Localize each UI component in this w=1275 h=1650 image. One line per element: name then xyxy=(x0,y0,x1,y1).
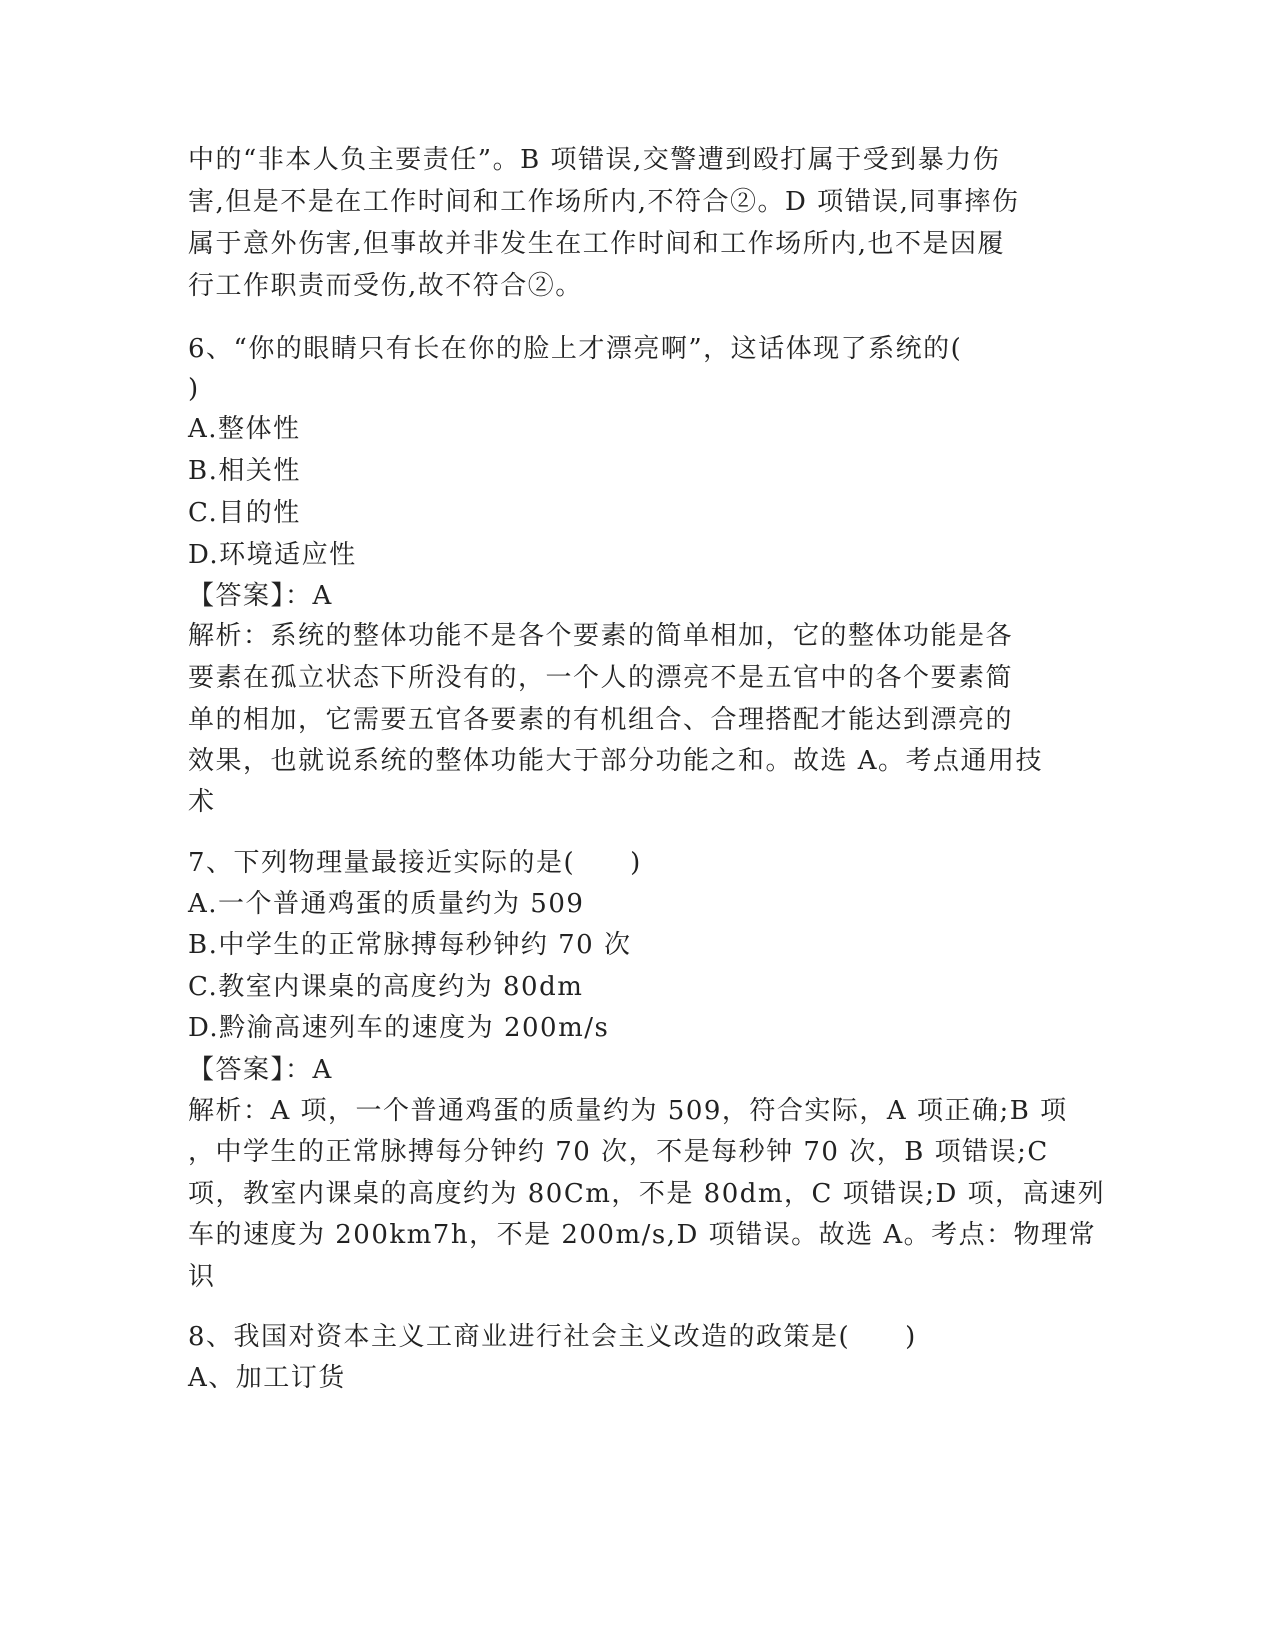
explanation-line: 项，教室内课桌的高度约为 80Cm，不是 80dm，C 项错误;D 项，高速列 xyxy=(188,1179,1106,1209)
explanation-line: 要素在孤立状态下所没有的，一个人的漂亮不是五官中的各个要素简 xyxy=(188,663,1014,693)
question-8-stem: 8、我国对资本主义工商业进行社会主义改造的政策是( ) xyxy=(188,1322,917,1352)
option-d: D.黔渝高速列车的速度为 200m/s xyxy=(188,1013,610,1043)
explanation-line: 解析：系统的整体功能不是各个要素的简单相加，它的整体功能是各 xyxy=(188,621,1014,651)
answer-label: 【答案】：A xyxy=(188,581,333,611)
explanation-line: 害,但是不是在工作时间和工作场所内,不符合②。D 项错误,同事摔伤 xyxy=(188,187,1020,217)
explanation-line: 属于意外伤害,但事故并非发生在工作时间和工作场所内,也不是因履 xyxy=(188,229,1006,259)
answer-label: 【答案】：A xyxy=(188,1055,333,1085)
explanation-line: 识 xyxy=(188,1262,216,1292)
explanation-line: ，中学生的正常脉搏每分钟约 70 次，不是每秒钟 70 次，B 项错误;C xyxy=(188,1137,1049,1167)
option-b: B.相关性 xyxy=(188,456,301,486)
explanation-line: 行工作职责而受伤,故不符合②。 xyxy=(188,271,583,301)
explanation-line: 单的相加，它需要五官各要素的有机组合、合理搭配才能达到漂亮的 xyxy=(188,705,1014,735)
option-a: A、加工订货 xyxy=(188,1363,346,1393)
option-b: B.中学生的正常脉搏每秒钟约 70 次 xyxy=(188,930,632,960)
option-a: A.整体性 xyxy=(188,414,301,444)
explanation-line: 解析：A 项，一个普通鸡蛋的质量约为 509，符合实际，A 项正确;B 项 xyxy=(188,1096,1068,1126)
question-6-stem: 6、“你的眼睛只有长在你的脸上才漂亮啊”，这话体现了系统的( xyxy=(188,334,963,364)
question-6-stem-cont: ) xyxy=(188,374,200,404)
explanation-line: 效果，也就说系统的整体功能大于部分功能之和。故选 A。考点通用技 xyxy=(188,746,1044,776)
option-a: A.一个普通鸡蛋的质量约为 509 xyxy=(188,889,585,919)
option-c: C.教室内课桌的高度约为 80dm xyxy=(188,972,584,1002)
question-7-stem: 7、下列物理量最接近实际的是( ) xyxy=(188,848,642,878)
option-d: D.环境适应性 xyxy=(188,540,357,570)
explanation-line: 中的“非本人负主要责任”。B 项错误,交警遭到殴打属于受到暴力伤 xyxy=(188,145,1001,175)
explanation-line: 车的速度为 200km7h，不是 200m/s,D 项错误。故选 A。考点：物理常 xyxy=(188,1220,1097,1250)
explanation-line: 术 xyxy=(188,787,216,817)
option-c: C.目的性 xyxy=(188,498,301,528)
